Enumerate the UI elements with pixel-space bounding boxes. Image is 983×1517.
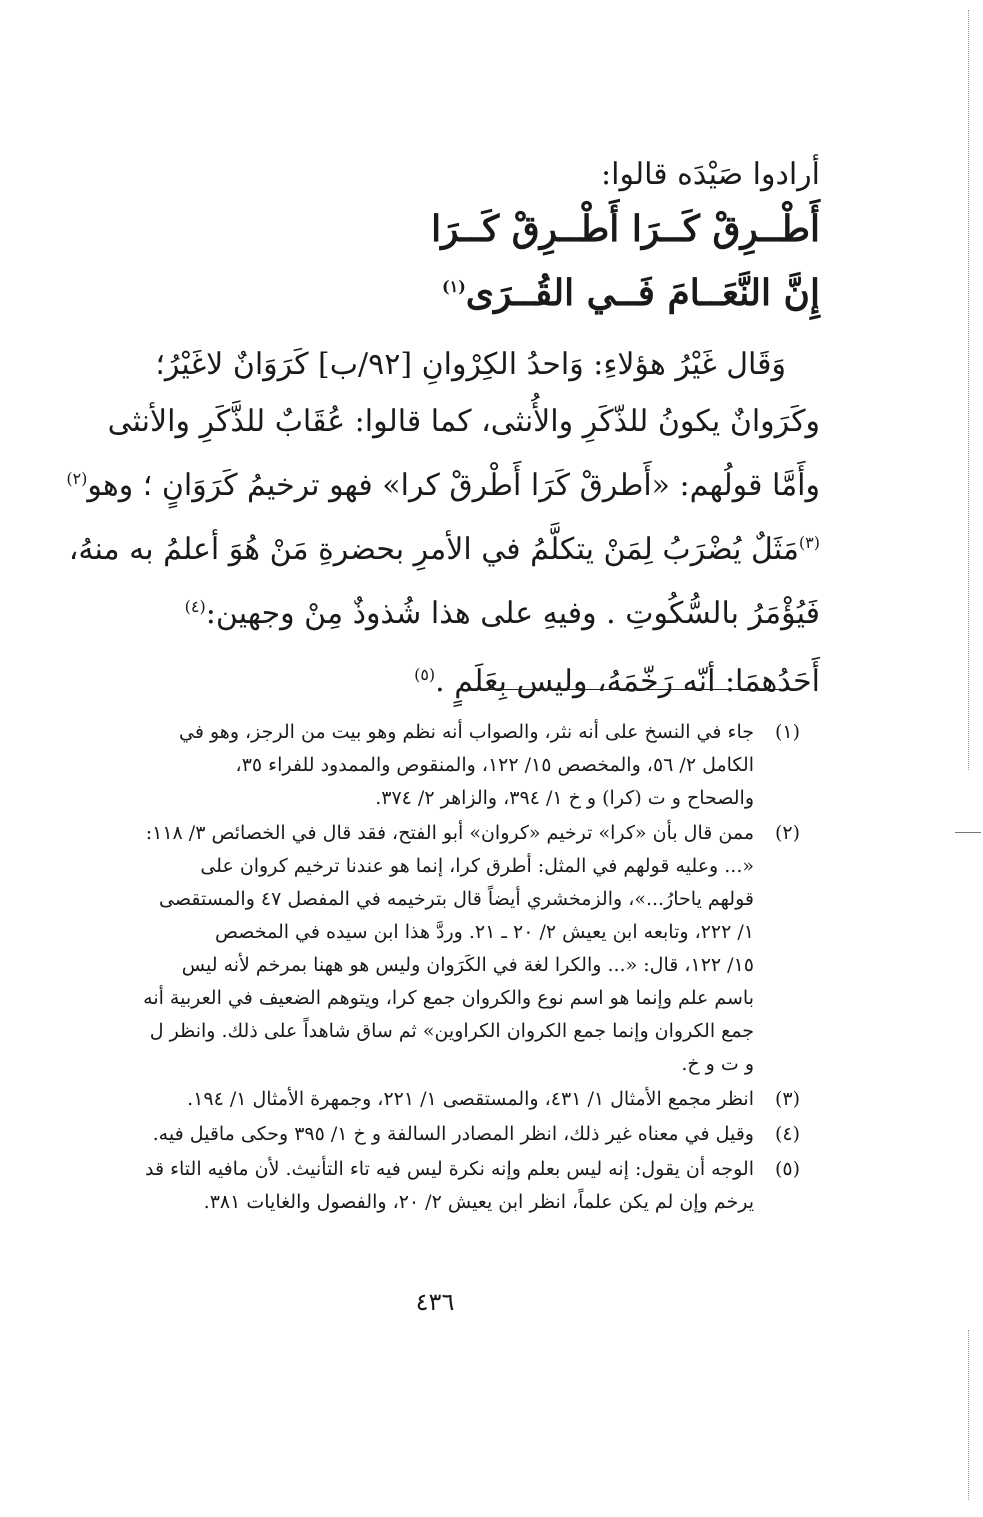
footnote-number: (٥) [774,1158,800,1180]
footnote-line: قولهم ياحارُ...»، والزمخشري أيضاً قال بترخيمه في المفصل ٤٧ والمستقصى [159,888,754,910]
footnote-line: ممن قال بأن «كرا» ترخيم «كروان» أبو الفتح، فقد قال في الخصائص ٣/ ١١٨: [145,822,754,844]
footnote-line: وقيل في معناه غير ذلك، انظر المصادر السالفة و خ ١/ ٣٩٥ وحكى ماقيل فيه. [152,1123,754,1145]
verse-line-2-text: إِنَّ النَّعَــامَ فَــي القُــرَى [465,272,820,314]
margin-dotted-line-top [968,10,969,770]
body-line: وكَرَوانٌ يكونُ للذّكَرِ والأُنثى، كما قالوا: عُقَابٌ للذَّكَرِ والأنثى [107,404,820,439]
footnote-line: باسم علم وإنما هو اسم نوع والكروان جمع كرا، ويتوهم الضعيف في العربية أنه [143,987,754,1009]
footnote-line: ١/ ٢٢٢، وتابعه ابن يعيش ٢/ ٢٠ ـ ٢١. وردَّ هذا ابن سيده في المخصص [214,921,754,943]
footnote-text [100,1083,754,1116]
body-line-text: مَثَلٌ يُضْرَبُ لِمَنْ يتكلَّمُ في الأمرِ بحضرةِ مَنْ هُوَ أعلمُ به منهُ، [68,532,799,567]
footnote-line: والصحاح و ت (كرا) و خ ١/ ٣٩٤، والزاهر ٢/ ٣٧٤. [375,787,754,809]
footnote-line: و ت و خ. [681,1053,754,1075]
body-line [90,578,820,642]
footnote-number: (٣) [774,1088,800,1110]
footnote-line: الكامل ٢/ ٥٦، والمخصص ١٥/ ١٢٢، والمنقوص والممدود للفراء ٣٥، [235,754,754,776]
body-line: وَقَال غَيْرُ هؤلاءِ: وَاحدُ الكِرْوانِ [٩٢/ب] كَرَوَانٌ لاغَيْرُ؛ [155,347,786,382]
footnote-4 [100,1118,800,1151]
main-text [66,150,820,710]
footnote-text [100,817,754,1081]
footnote-3 [100,1083,800,1116]
footnote-ref-2: (٢) [66,469,88,488]
footnote-text [100,1153,754,1219]
footnote-ref-5: (٥) [414,665,436,684]
footnote-line: «... وعليه قولهم في المثل: أطرق كرا، إنما هو عندنا ترخيم كروان على [200,855,754,877]
footnote-ref-4: (٤) [184,597,206,616]
body-paragraph [66,336,820,710]
footnote-5 [100,1153,800,1219]
footnote-line: انظر مجمع الأمثال ١/ ٤٣١، والمستقصى ١/ ٢٢١، وجمهرة الأمثال ١/ ١٩٤. [187,1088,754,1110]
body-line [68,514,820,578]
footnote-ref-3: (٣) [798,533,820,552]
body-line [66,450,820,514]
intro-line: أرادوا صَيْدَه قالوا: [601,157,820,192]
body-last-line [90,646,820,710]
body-line-text: أَحَدُهمَا: أنّه رَخّمَهُ، وليس بِعَلَمٍ . [435,664,820,699]
footnote-ref-1: (١) [442,277,466,296]
footnote-1 [100,716,800,815]
footnote-line: الوجه أن يقول: إنه ليس بعلم وإنه نكرة ليس فيه تاء التأنيث. لأن مافيه التاء قد [144,1158,754,1180]
footnote-separator [480,689,798,690]
footnote-line: ١٥/ ١٢٢، قال: «... والكرا لغة في الكَرَوان وليس هو ههنا بمرخم لأنه ليس [181,954,754,976]
body-line-text: وأَمَّا قولُهم: «أَطرقْ كَرَا أَطْرقْ كرا» فهو ترخيمُ كَرَوَانٍ ؛ وهو [87,468,820,503]
margin-tick [955,832,981,833]
footnote-text [100,1118,754,1151]
margin-dotted-line-bottom [968,1330,969,1500]
verse-line-1: أَطْــرِقْ كَــرَا أَطْــرِقْ كَــرَا [431,208,820,250]
footnote-line: جاء في النسخ على أنه نثر، والصواب أنه نظم وهو بيت من الرجز، وهو في [179,721,754,743]
footnote-line: يرخم وإن لم يكن علماً، انظر ابن يعيش ٢/ ٢٠، والفصول والغايات ٣٨١. [203,1191,754,1213]
footnote-2 [100,817,800,1081]
page-number: ٤٣٦ [415,1288,455,1316]
body-line-text: فَيُؤْمَرُ بالسُّكُوتِ . وفيهِ على هذا شُذوذٌ مِنْ وجهين: [205,596,820,631]
footnote-number: (٤) [774,1123,800,1145]
footnotes [100,716,800,1221]
footnote-text [100,716,754,815]
verse-line-2 [90,258,820,322]
footnote-number: (١) [774,721,800,743]
verse [90,200,820,322]
footnote-number: (٢) [774,822,800,844]
footnote-line: جمع الكروان وإنما جمع الكروان الكراوين» ثم ساق شاهداً على ذلك. وانظر ل [149,1020,754,1042]
